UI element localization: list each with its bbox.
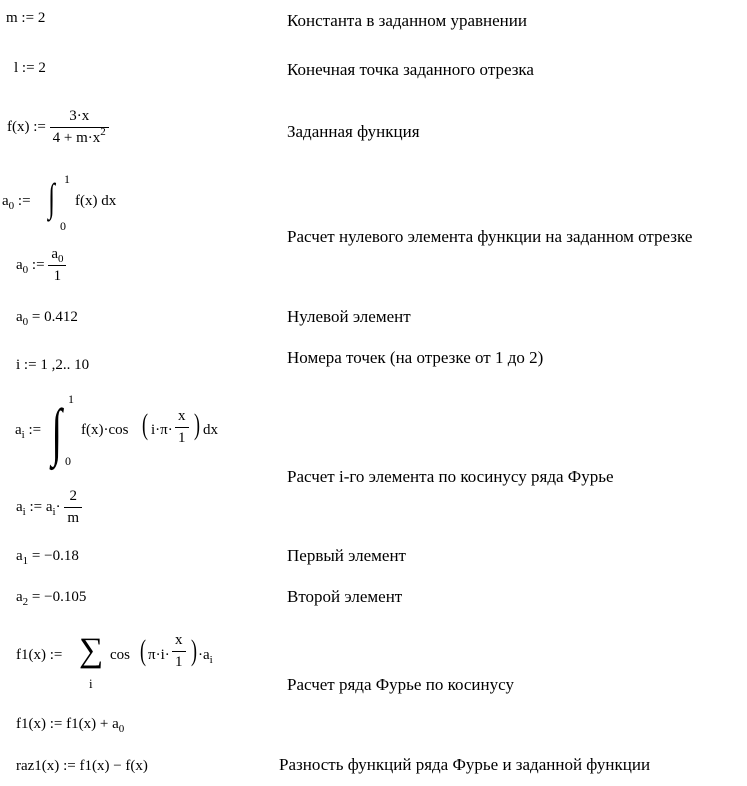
numerator: 3·x bbox=[69, 108, 90, 124]
inner: π·i· bbox=[148, 647, 170, 663]
paren-close: ) bbox=[191, 634, 197, 667]
rhs: f1(x) − f(x) bbox=[79, 758, 148, 774]
lhs-sub: 0 bbox=[22, 316, 29, 328]
sum-sign: ∑ bbox=[79, 632, 104, 669]
eq-a0-integral bbox=[2, 172, 142, 233]
lhs: i bbox=[16, 357, 21, 373]
paren-open: ( bbox=[140, 634, 146, 667]
integrand-pre: f(x)·cos bbox=[81, 422, 129, 438]
inner-den: 1 bbox=[175, 427, 189, 447]
inner-num: x bbox=[175, 632, 183, 648]
op: := bbox=[31, 257, 45, 273]
denominator bbox=[50, 127, 109, 147]
eq-f1-add bbox=[16, 716, 124, 733]
denominator: 1 bbox=[48, 265, 66, 285]
eq-a2 bbox=[16, 589, 86, 606]
body-post-sub: i bbox=[209, 654, 213, 666]
upper-limit: 1 bbox=[68, 392, 74, 406]
eq-a0-div bbox=[16, 246, 66, 285]
inner-fraction bbox=[172, 632, 186, 671]
lhs: a bbox=[16, 589, 23, 605]
integral-sign: ∫ bbox=[48, 175, 55, 220]
num-base: a bbox=[51, 246, 58, 262]
inner: i·π· bbox=[151, 422, 173, 438]
comment-l: Конечная точка заданного отрезка bbox=[287, 60, 534, 79]
lower-limit: 0 bbox=[65, 454, 71, 468]
op: := bbox=[33, 119, 46, 135]
val: 2 bbox=[37, 10, 46, 26]
lower-limit: 0 bbox=[60, 219, 66, 233]
integrand: f(x) dx bbox=[75, 193, 117, 209]
numerator bbox=[48, 246, 66, 265]
op: := bbox=[23, 357, 37, 373]
eq-m bbox=[6, 10, 45, 27]
eq-a1 bbox=[16, 548, 79, 565]
sum-index: i bbox=[89, 676, 93, 691]
body-post: ·a bbox=[198, 647, 210, 663]
op: := bbox=[21, 10, 35, 26]
den-exp: 2 bbox=[100, 126, 106, 138]
rhs-sub: i bbox=[52, 506, 56, 518]
lhs-sub: i bbox=[21, 429, 25, 441]
dot: · bbox=[55, 499, 61, 515]
integral-sign: ∫ bbox=[51, 396, 63, 467]
val: 1 ,2.. 10 bbox=[40, 357, 90, 373]
lhs: f(x) bbox=[7, 119, 30, 135]
num-sub: 0 bbox=[57, 253, 64, 265]
lhs: a bbox=[2, 193, 9, 209]
lhs: f1(x) bbox=[16, 716, 46, 732]
val: 2 bbox=[38, 60, 46, 76]
fraction bbox=[50, 108, 109, 147]
eq-f bbox=[7, 108, 109, 147]
comment-f: Заданная функция bbox=[287, 122, 420, 141]
comment-a2: Второй элемент bbox=[287, 587, 403, 606]
inner-fraction bbox=[175, 408, 189, 447]
op: := bbox=[21, 60, 35, 76]
lhs: m bbox=[6, 10, 18, 26]
lhs-wrap bbox=[15, 422, 41, 439]
upper-limit: 1 bbox=[64, 172, 70, 186]
numerator: 2 bbox=[69, 488, 77, 504]
op: = bbox=[31, 309, 41, 325]
inner-den: 1 bbox=[172, 651, 186, 671]
comment-i: Номера точек (на отрезке от 1 до 2) bbox=[287, 348, 544, 367]
op: := bbox=[49, 647, 63, 663]
op: := bbox=[63, 758, 76, 774]
eq-ai-integral bbox=[15, 392, 245, 468]
lhs: a bbox=[16, 499, 23, 515]
rhs: a bbox=[45, 499, 53, 515]
op: = bbox=[31, 589, 41, 605]
lhs-sub: 1 bbox=[22, 555, 29, 567]
eq-ai-mul bbox=[16, 488, 82, 527]
eq-f1-sum bbox=[16, 628, 246, 692]
paren-open: ( bbox=[142, 408, 148, 441]
val: 0.412 bbox=[44, 309, 78, 325]
op: := bbox=[28, 422, 42, 438]
op: := bbox=[49, 716, 63, 732]
lhs: a bbox=[16, 309, 23, 325]
op: = bbox=[31, 548, 41, 564]
lhs: a bbox=[16, 548, 23, 564]
lhs-wrap bbox=[16, 257, 45, 276]
comment-m: Константа в заданном уравнении bbox=[287, 11, 527, 30]
comment-f1: Расчет ряда Фурье по косинусу bbox=[287, 675, 514, 694]
comment-raz: Разность функций ряда Фурье и заданной функции bbox=[279, 755, 651, 774]
lhs: a bbox=[15, 422, 22, 438]
rhs-sub: 0 bbox=[118, 723, 125, 735]
val: −0.105 bbox=[44, 589, 87, 605]
lhs-sub: 2 bbox=[22, 596, 29, 608]
den-base: 4 + m·x bbox=[52, 130, 101, 146]
body-post-wrap bbox=[198, 647, 213, 664]
inner-num: x bbox=[178, 408, 186, 424]
lhs-wrap bbox=[16, 499, 61, 518]
comment-a0: Расчет нулевого элемента функции на заданном отрезке bbox=[287, 227, 693, 246]
eq-i-range bbox=[16, 357, 89, 374]
lhs: l bbox=[14, 60, 19, 76]
comment-a1: Первый элемент bbox=[287, 546, 406, 565]
lhs-sub: 0 bbox=[22, 264, 29, 276]
integrand-post: dx bbox=[203, 422, 218, 438]
lhs: a bbox=[16, 257, 23, 273]
val: −0.18 bbox=[44, 548, 79, 564]
lhs: f1(x) bbox=[16, 647, 46, 663]
comment-ai: Расчет i-го элемента по косинусу ряда Фурье bbox=[287, 467, 614, 486]
body-pre: cos bbox=[110, 647, 130, 663]
paren-close: ) bbox=[194, 408, 200, 441]
lhs-wrap bbox=[16, 647, 62, 664]
rhs: f1(x) + a bbox=[66, 716, 119, 732]
lhs-wrap bbox=[2, 193, 31, 210]
op: := bbox=[17, 193, 31, 209]
lhs: raz1(x) bbox=[16, 758, 60, 774]
comment-a0-value: Нулевой элемент bbox=[287, 307, 411, 326]
eq-raz1 bbox=[16, 758, 148, 775]
eq-a0-value bbox=[16, 309, 78, 326]
lhs-sub: i bbox=[22, 506, 26, 518]
op: := bbox=[29, 499, 43, 515]
eq-l bbox=[14, 60, 46, 77]
lhs-sub: 0 bbox=[8, 200, 15, 212]
denominator: m bbox=[64, 507, 82, 527]
fraction bbox=[64, 488, 82, 527]
fraction bbox=[48, 246, 66, 285]
